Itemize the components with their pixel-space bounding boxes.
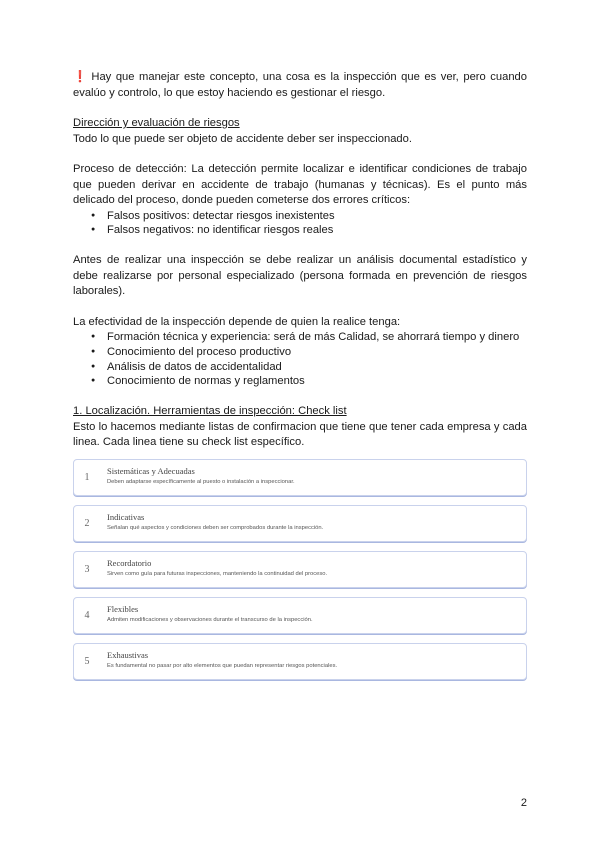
checklist-card [73,505,527,542]
page-number: 2 [520,797,527,809]
list-item: ● Conocimiento del proceso productivo [107,345,527,360]
card-number: 4 [84,609,90,621]
card-title: Exhaustivas [107,649,149,660]
card-number: 3 [84,563,90,575]
checklist-cards [73,459,527,680]
list-item: ● Falsos negativos: no identificar riesgos reales [107,223,527,238]
list-item: ● Formación técnica y experiencia: será de más Calidad, se ahorrará tiempo y dinero [107,330,527,345]
analisis-text: Antes de realizar una inspección se debe realizar un análisis documental estadístico y debe realizarse por personal especializado (persona formada en prevención de riesgos laborales). [73,254,527,298]
card-description: Deben adaptarse específicamente al puesto o instalación a inspeccionar. [107,478,295,485]
list-item: ● Falsos positivos: detectar riesgos inexistentes [107,209,527,224]
list-item: ● Conocimiento de normas y reglamentos [107,374,527,389]
checklist-card [73,643,527,680]
intro-text: Hay que manejar este concepto, una cosa es la inspección que es ver, pero cuando evalúo y controlo, lo que estoy haciendo es gestionar el riesgo. [73,71,527,99]
section-heading-direccion: Dirección y evaluación de riesgos [73,117,240,129]
page-content [73,70,527,689]
card-description: Sirven como guía para futuras inspecciones, manteniendo la continuidad del proceso. [107,570,328,577]
section-heading-localizacion: 1. Localización. Herramientas de inspección: Check list [73,405,347,418]
checklist-card [73,597,527,634]
direccion-text: Todo lo que puede ser objeto de accidente deber ser inspeccionado. [73,132,412,145]
intro-paragraph [73,70,527,101]
card-title: Indicativas [107,511,145,522]
card-title: Recordatorio [107,557,152,568]
list-item: ● Análisis de datos de accidentalidad [107,360,527,375]
exclamation-icon: ❗ [73,71,89,83]
card-description: Es fundamental no pasar por alto elementos que puedan representar riesgos potenciales. [107,662,338,669]
localizacion-text: Esto lo hacemos mediante listas de confirmacion que tiene que tener cada empresa y cada linea. Cada linea tiene su check list específico. [73,420,527,449]
card-number: 5 [84,655,90,667]
card-number: 2 [84,517,90,529]
deteccion-text: Proceso de detección: La detección permite localizar e identificar condiciones de trabajo que pueden derivar en accidente de trabajo (humanas y técnicas). Es el punto más delicado del proceso, donde pueden cometerse dos errores críticos: [73,163,527,206]
card-description: Señalan qué aspectos y condiciones deben ser comprobados durante la inspección. [107,524,324,531]
card-description: Admiten modificaciones y observaciones durante el transcurso de la inspección. [107,616,313,623]
checklist-card [73,551,527,588]
efectividad-list [73,330,527,389]
efectividad-text: La efectividad de la inspección depende de quien la realice tenga: [73,315,401,328]
card-title: Sistemáticas y Adecuadas [107,465,195,476]
card-title: Flexibles [107,603,139,614]
card-number: 1 [84,471,90,483]
deteccion-list [73,209,527,239]
checklist-card [73,459,527,496]
